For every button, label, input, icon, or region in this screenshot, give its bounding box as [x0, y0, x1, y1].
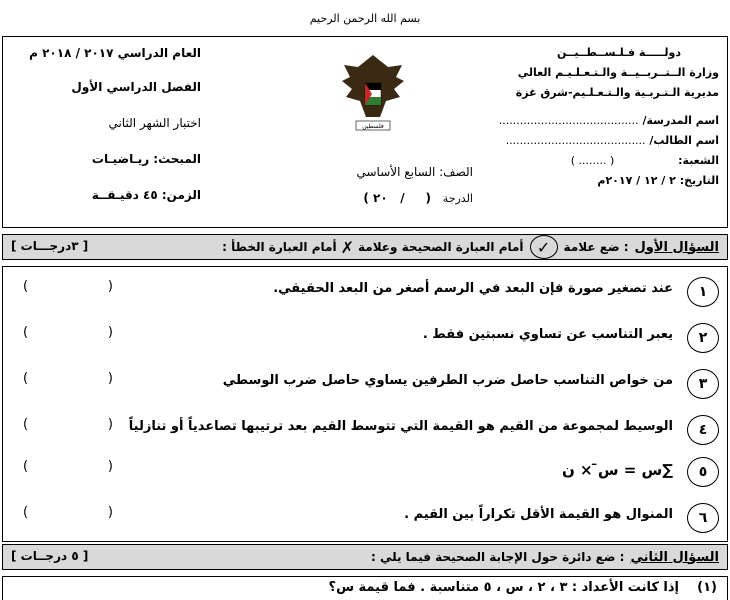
- question-1-title: السؤال الأول: [634, 239, 719, 255]
- question-item: [3, 271, 727, 311]
- item-number: ٤: [687, 415, 719, 445]
- answer-parentheses[interactable]: ( ): [23, 325, 113, 340]
- question-1-instruction-a: : ضع علامة: [563, 240, 629, 254]
- date-value: ٢ / ١٢ / ٢٠١٧م: [597, 174, 676, 187]
- x-mark-icon: ✗: [340, 237, 354, 257]
- item-text: ∑س = س̄ × ن: [562, 461, 673, 479]
- item-number: ٣: [687, 369, 719, 399]
- student-field: [505, 131, 719, 151]
- question-2-instruction: : ضع دائرة حول الإجابة الصحيحة فيما يلي :: [370, 550, 625, 564]
- item-number: ١: [687, 277, 719, 307]
- division-value[interactable]: ( ........ ): [570, 154, 615, 167]
- exam-header: [2, 36, 728, 228]
- state-name: دولـــــة فـلـســطــيــن: [557, 46, 681, 59]
- basmala: بسم الله الرحمن الرحيم: [309, 12, 421, 25]
- exam-name: اختبار الشهر الثاني: [108, 116, 201, 130]
- answer-parentheses[interactable]: ( ): [23, 371, 113, 386]
- answer-parentheses[interactable]: ( ): [23, 459, 113, 474]
- item-text: المنوال هو القيمة الأقل تكراراً بين القيم .: [404, 507, 673, 522]
- semester: الفصل الدراسي الأول: [71, 80, 201, 94]
- item-text: يعبر التناسب عن تساوي نسبتين فقط .: [422, 327, 673, 342]
- score-value: ( / ٢٠ ): [363, 191, 431, 205]
- item-number: ٦: [687, 503, 719, 533]
- question-2-item: [2, 576, 728, 600]
- question-item: [3, 409, 727, 449]
- date-label: التاريخ:: [679, 174, 719, 187]
- question-item: [3, 363, 727, 403]
- ministry-name: وزارة الــتــربــيــة والـتـعـلـيـم العالي: [517, 66, 719, 79]
- item-number: ٢: [687, 323, 719, 353]
- question-1-items: [2, 266, 728, 542]
- item-text: من خواص التناسب حاصل ضرب الطرفين يساوي حاصل ضرب الوسطي: [222, 373, 673, 388]
- question-1-marks: [ ٣درجـــات ]: [11, 239, 89, 253]
- header-left: [11, 43, 201, 221]
- question-item: [3, 451, 727, 491]
- question-item: [3, 497, 727, 537]
- school-field: [498, 111, 719, 131]
- answer-parentheses[interactable]: ( ): [23, 279, 113, 294]
- score-label: الدرجة: [442, 192, 473, 205]
- header-middle: [303, 165, 473, 217]
- question-1-instruction-b: أمام العبارة الصحيحة وعلامة: [357, 240, 524, 254]
- item-text: عند تصغير صورة فإن البعد في الرسم أصغر من البعد الحقيقي.: [273, 281, 673, 296]
- directorate-name: مديرية الـتـربـية والـتـعـلـيم-شرق غزة: [515, 86, 719, 99]
- palestine-eagle-emblem: [338, 47, 408, 147]
- item-number: (١): [697, 580, 717, 595]
- date-field: [519, 171, 719, 191]
- division-label: الشعبة:: [678, 154, 719, 167]
- question-1-header: [2, 234, 728, 260]
- score-field: [303, 191, 473, 205]
- header-right: [498, 43, 719, 191]
- student-dots[interactable]: ........................................: [505, 134, 646, 147]
- division-field: [519, 151, 719, 171]
- school-label: اسم المدرسة/: [642, 114, 719, 127]
- duration: الزمن: ٤٥ دقيـقــة: [91, 188, 201, 202]
- question-2-header: [2, 544, 728, 570]
- subject: المبحث: ريـاضيـات: [91, 152, 201, 166]
- question-1-instruction-c: أمام العبارة الخطأ :: [222, 240, 337, 254]
- academic-year: العام الدراسي ٢٠١٧ / ٢٠١٨ م: [29, 46, 201, 60]
- question-item: [3, 317, 727, 357]
- question-2-title: السؤال الثاني: [630, 549, 719, 565]
- answer-parentheses[interactable]: ( ): [23, 417, 113, 432]
- school-dots[interactable]: ........................................: [498, 114, 639, 127]
- grade: الصف: السابع الأساسي: [356, 165, 473, 179]
- answer-parentheses[interactable]: ( ): [23, 505, 113, 520]
- item-number: ٥: [687, 457, 719, 487]
- item-text: إذا كانت الأعداد : ٣ ، ٢ ، س ، ٥ متناسبة . فما قيمة س؟: [328, 580, 679, 595]
- emblem-caption: فلسطين: [362, 123, 384, 130]
- question-2-marks: [ ٥ درجــات ]: [11, 549, 89, 563]
- student-label: اسم الطالب/: [649, 134, 719, 147]
- check-mark-icon: ✓: [530, 235, 558, 259]
- item-text: الوسيط لمجموعة من القيم هو القيمة التي تتوسط القيم بعد ترتيبها تصاعدياً أو تنازلياً: [128, 419, 673, 434]
